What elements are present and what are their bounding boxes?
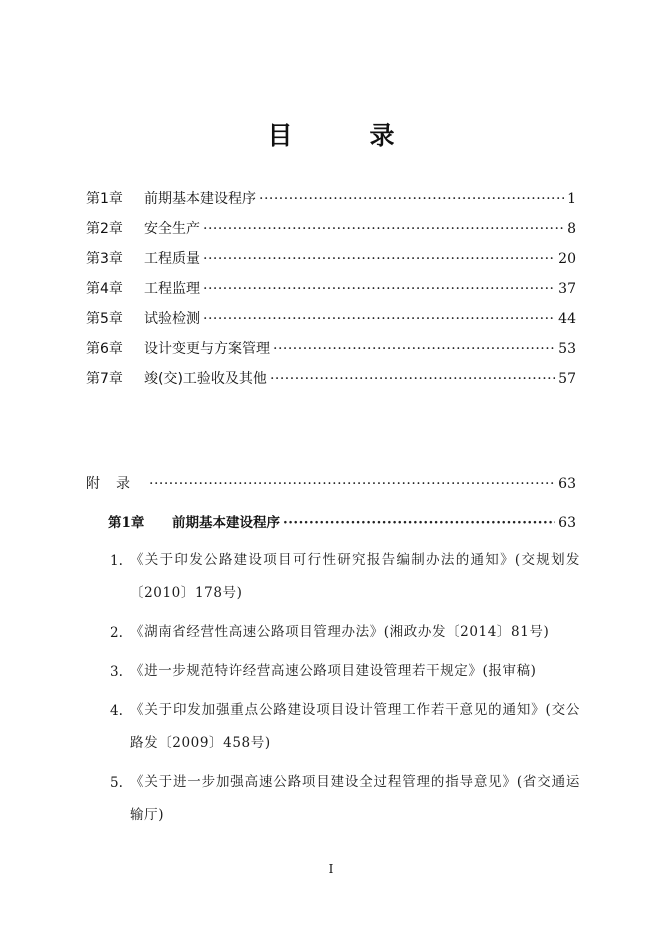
list-item-text: 《湖南省经营性高速公路项目管理办法》(湘政办发〔2014〕81号) [130,624,550,640]
dot-leader [149,469,555,499]
table-of-contents [86,184,576,394]
list-item[interactable] [110,770,580,832]
toc-entry-chapter-4[interactable] [86,274,576,304]
toc-chapter-title: 前期基本建设程序 [144,191,256,207]
dot-leader [203,274,555,304]
toc-page-number: 8 [567,221,576,237]
toc-chapter-number: 第1章 [108,515,145,531]
list-item[interactable] [110,698,580,760]
list-item[interactable] [110,620,580,649]
toc-chapter-title: 安全生产 [144,221,200,237]
list-item-index: 5. [110,775,123,791]
list-item[interactable] [110,659,580,688]
toc-page-number: 57 [558,371,576,387]
list-item-index: 4. [110,703,123,719]
dot-leader [203,304,555,334]
toc-entry-chapter-7[interactable] [86,364,576,394]
appendix-document-list [110,548,580,842]
toc-chapter-title: 前期基本建设程序 [172,515,280,531]
toc-chapter-number: 第6章 [86,341,123,357]
page-number: I [328,862,334,876]
toc-page-number: 53 [558,341,576,357]
toc-page-number: 20 [558,251,576,267]
toc-entry-appendix[interactable] [86,469,576,499]
toc-page-number: 1 [567,191,576,207]
toc-entry-chapter-6[interactable] [86,334,576,364]
appendix-chapter [108,508,576,538]
toc-chapter-number: 第1章 [86,191,123,207]
toc-page-number: 63 [558,515,576,531]
dot-leader [203,244,555,274]
list-item-index: 1. [110,553,123,569]
toc-chapter-number: 第4章 [86,281,123,297]
list-item-text: 《关于印发公路建设项目可行性研究报告编制办法的通知》(交规划发〔2010〕178号) [130,552,580,601]
list-item-index: 2. [110,625,123,641]
list-item-text: 《关于进一步加强高速公路项目建设全过程管理的指导意见》(省交通运输厅) [130,774,580,823]
toc-appendix [86,469,576,499]
toc-chapter-number: 第7章 [86,371,123,387]
toc-chapter-title: 工程质量 [144,251,200,267]
toc-chapter-title: 试验检测 [144,311,200,327]
toc-entry-chapter-1[interactable] [86,184,576,214]
appendix-title: 附录 [86,476,146,492]
page-title: 目 录 [267,121,421,150]
toc-entry-chapter-3[interactable] [86,244,576,274]
dot-leader [270,364,555,394]
toc-entry-appendix-chapter-1[interactable] [108,508,576,538]
toc-entry-chapter-2[interactable] [86,214,576,244]
dot-leader [259,184,564,214]
dot-leader [203,214,564,244]
toc-chapter-title: 竣(交)工验收及其他 [144,371,267,387]
toc-page-number: 63 [558,476,576,492]
list-item-text: 《进一步规范特许经营高速公路项目建设管理若干规定》(报审稿) [130,663,537,679]
toc-entry-chapter-5[interactable] [86,304,576,334]
list-item-text: 《关于印发加强重点公路建设项目设计管理工作若干意见的通知》(交公路发〔2009〕458号) [130,702,580,751]
toc-chapter-title: 设计变更与方案管理 [144,341,270,357]
toc-chapter-number: 第5章 [86,311,123,327]
dot-leader [273,334,555,364]
list-item[interactable] [110,548,580,610]
toc-page-number: 37 [558,281,576,297]
toc-chapter-number: 第2章 [86,221,123,237]
list-item-index: 3. [110,664,123,680]
toc-chapter-title: 工程监理 [144,281,200,297]
dot-leader [283,508,555,538]
toc-page-number: 44 [558,311,576,327]
toc-chapter-number: 第3章 [86,251,123,267]
